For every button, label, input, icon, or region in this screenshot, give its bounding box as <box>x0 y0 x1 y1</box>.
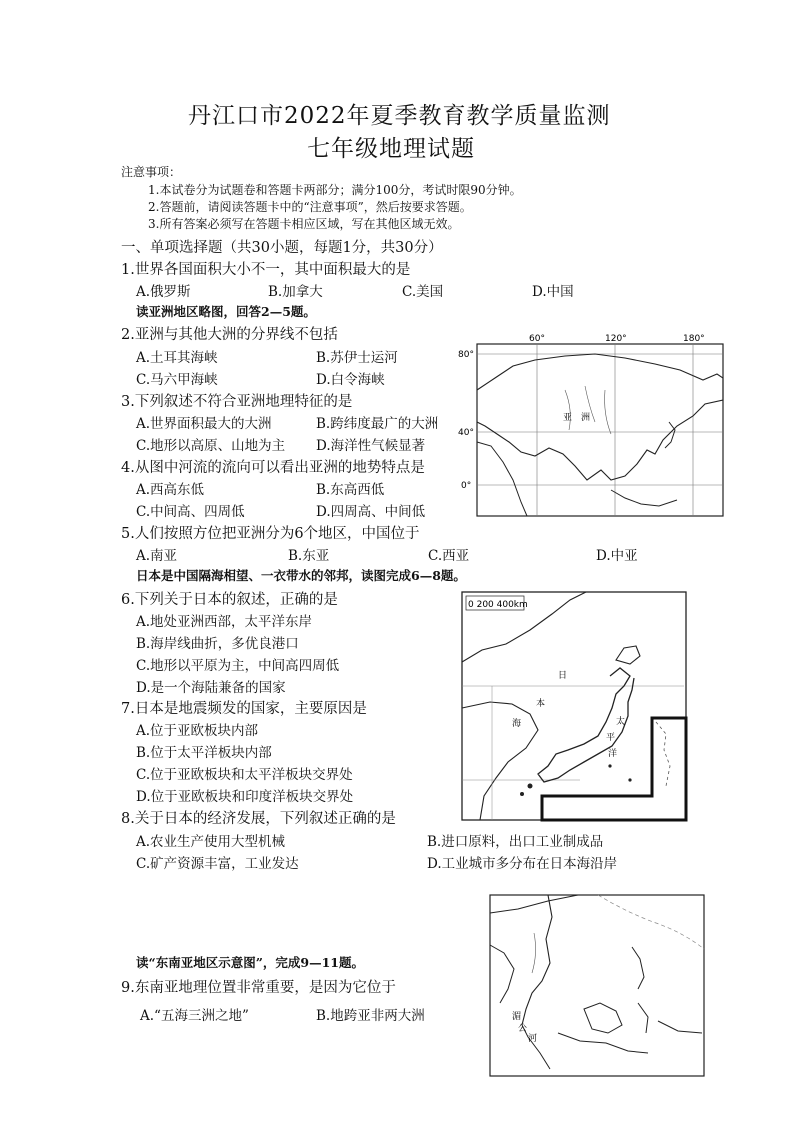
q7-option-c[interactable]: C.位于亚欧板块和太平洋板块交界处 <box>136 767 353 783</box>
page-subtitle: 七年级地理试题 <box>307 136 475 162</box>
q4-option-d[interactable]: D.四周高、中间低 <box>316 504 426 520</box>
q3-option-c[interactable]: C.地形以高原、山地为主 <box>136 438 286 454</box>
q6-option-d[interactable]: D.是一个海陆兼备的国家 <box>136 680 286 696</box>
q6-option-a[interactable]: A.地处亚洲西部，太平洋东岸 <box>136 614 313 630</box>
q8-option-c[interactable]: C.矿产资源丰富，工业发达 <box>136 856 299 872</box>
section-heading: 一、单项选择题（共30小题，每题1分，共30分） <box>121 240 443 256</box>
asia-lat-80: 80° <box>458 350 474 360</box>
sea-map-instruction: 读“东南亚地区示意图”，完成9—11题。 <box>136 955 364 970</box>
q8-option-a[interactable]: A.农业生产使用大型机械 <box>136 834 286 850</box>
japan-scale-label: 0 200 400km <box>468 600 528 610</box>
q1-option-c[interactable]: C.美国 <box>402 284 444 300</box>
japan-label-hai: 海 <box>512 719 522 729</box>
notice-item-3: 3.所有答案必须写在答题卡相应区域，写在其他区域无效。 <box>148 217 460 231</box>
notice-item-2: 2.答题前，请阅读答题卡中的“注意事项”，然后按要求答题。 <box>148 200 472 214</box>
q3-option-b[interactable]: B.跨纬度最广的大洲 <box>316 416 439 432</box>
question-4: 4.从图中河流的流向可以看出亚洲的地势特点是 <box>121 460 425 476</box>
asia-lon-180: 180° <box>683 334 705 344</box>
q2-option-d[interactable]: D.白令海峡 <box>316 372 385 388</box>
question-7: 7.日本是地震频发的国家，主要原因是 <box>121 701 367 717</box>
asia-map <box>455 330 725 520</box>
japan-label-tai: 太 <box>616 717 626 727</box>
q4-option-a[interactable]: A.西高东低 <box>136 482 205 498</box>
q4-option-c[interactable]: C.中间高、四周低 <box>136 504 245 520</box>
question-9: 9.东南亚地理位置非常重要，是因为它位于 <box>121 980 396 996</box>
notice-item-1: 1.本试卷分为试题卷和答题卡两部分；满分100分，考试时限90分钟。 <box>148 183 522 197</box>
sea-label-gong: 公 <box>518 1024 528 1034</box>
asia-lon-60: 60° <box>529 334 545 344</box>
q9-option-b[interactable]: B.地跨亚非两大洲 <box>316 1008 425 1024</box>
q5-option-c[interactable]: C.西亚 <box>428 548 470 564</box>
southeast-asia-map <box>488 893 706 1078</box>
q2-option-c[interactable]: C.马六甲海峡 <box>136 372 218 388</box>
japan-map-instruction: 日本是中国隔海相望、一衣带水的邻邦，读图完成6—8题。 <box>136 568 466 583</box>
notice-heading: 注意事项： <box>121 165 182 179</box>
q7-option-a[interactable]: A.位于亚欧板块内部 <box>136 723 259 739</box>
question-6: 6.下列关于日本的叙述，正确的是 <box>121 592 338 608</box>
japan-map <box>460 590 688 822</box>
q7-option-b[interactable]: B.位于太平洋板块内部 <box>136 745 272 761</box>
japan-label-ri: 日 <box>558 671 568 681</box>
question-1: 1.世界各国面积大小不一，其中面积最大的是 <box>121 262 411 278</box>
japan-label-yang: 洋 <box>608 749 618 759</box>
question-5: 5.人们按照方位把亚洲分为6个地区，中国位于 <box>121 526 420 542</box>
asia-map-instruction: 读亚洲地区略图，回答2—5题。 <box>136 304 316 319</box>
asia-lat-40: 40° <box>458 428 474 438</box>
japan-label-ben: 本 <box>536 699 546 709</box>
q5-option-a[interactable]: A.南亚 <box>136 548 178 564</box>
q1-option-b[interactable]: B.加拿大 <box>268 284 323 300</box>
asia-lon-120: 120° <box>605 334 627 344</box>
q1-option-d[interactable]: D.中国 <box>532 284 574 300</box>
q4-option-b[interactable]: B.东高西低 <box>316 482 385 498</box>
q6-option-b[interactable]: B.海岸线曲折，多优良港口 <box>136 636 299 652</box>
asia-region-label: 亚 洲 <box>563 413 591 423</box>
q9-option-a[interactable]: A.“五海三洲之地” <box>140 1008 249 1024</box>
q2-option-a[interactable]: A.土耳其海峡 <box>136 350 218 366</box>
question-3: 3.下列叙述不符合亚洲地理特征的是 <box>121 394 353 410</box>
q5-option-d[interactable]: D.中亚 <box>596 548 638 564</box>
q7-option-d[interactable]: D.位于亚欧板块和印度洋板块交界处 <box>136 789 354 805</box>
q2-option-b[interactable]: B.苏伊士运河 <box>316 350 398 366</box>
japan-label-ping: 平 <box>606 733 616 743</box>
q8-option-d[interactable]: D.工业城市多分布在日本海沿岸 <box>427 856 618 872</box>
sea-label-mei: 湄 <box>512 1012 522 1022</box>
q6-option-c[interactable]: C.地形以平原为主，中间高四周低 <box>136 658 340 674</box>
question-8: 8.关于日本的经济发展，下列叙述正确的是 <box>121 811 396 827</box>
q8-option-b[interactable]: B.进口原料，出口工业制成品 <box>427 834 604 850</box>
page-title: 丹江口市2022年夏季教育教学质量监测 <box>188 103 611 129</box>
sea-label-he: 河 <box>528 1034 538 1044</box>
q1-option-a[interactable]: A.俄罗斯 <box>136 284 191 300</box>
question-2: 2.亚洲与其他大洲的分界线不包括 <box>121 327 338 343</box>
q5-option-b[interactable]: B.东亚 <box>288 548 330 564</box>
asia-lat-0: 0° <box>461 481 472 491</box>
q3-option-d[interactable]: D.海洋性气候显著 <box>316 438 426 454</box>
q3-option-a[interactable]: A.世界面积最大的大洲 <box>136 416 272 432</box>
